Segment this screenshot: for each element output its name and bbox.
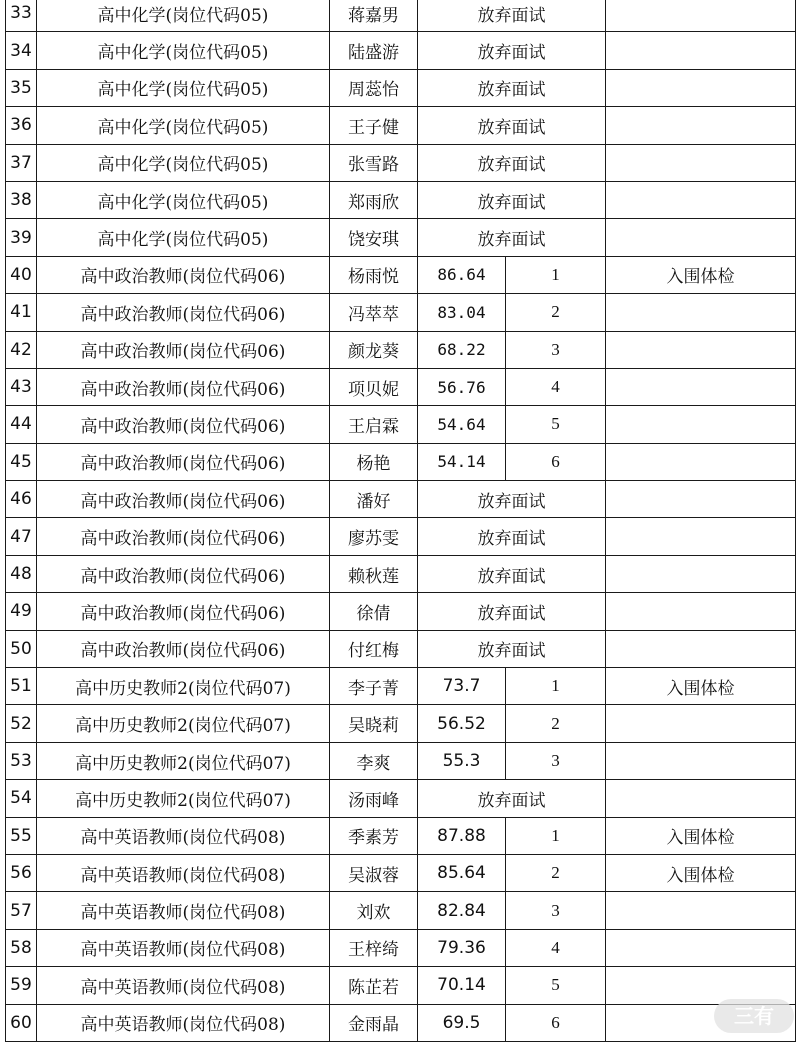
position-cell: 高中政治教师(岗位代码06) — [37, 593, 330, 630]
row-number-cell: 60 — [6, 1004, 37, 1041]
position-cell: 高中政治教师(岗位代码06) — [37, 630, 330, 667]
row-number-cell: 59 — [6, 967, 37, 1004]
row-number-cell: 53 — [6, 742, 37, 779]
table-row — [6, 892, 796, 929]
position-cell: 高中政治教师(岗位代码06) — [37, 331, 330, 368]
score-cell: 68.22 — [418, 331, 506, 368]
table-row — [6, 593, 796, 630]
status-cell: 放弃面试 — [418, 518, 606, 555]
rank-cell: 4 — [506, 368, 606, 405]
row-number-cell: 43 — [6, 368, 37, 405]
candidate-name-cell: 杨雨悦 — [330, 256, 418, 293]
status-cell: 放弃面试 — [418, 593, 606, 630]
score-cell: 87.88 — [418, 817, 506, 854]
table-row — [6, 0, 796, 32]
table-row — [6, 481, 796, 518]
row-number-cell: 50 — [6, 630, 37, 667]
row-number-cell: 46 — [6, 481, 37, 518]
note-cell — [606, 368, 796, 405]
table-row — [6, 967, 796, 1004]
table-row — [6, 668, 796, 705]
rank-cell: 1 — [506, 817, 606, 854]
row-number-cell: 37 — [6, 144, 37, 181]
note-cell — [606, 929, 796, 966]
candidate-name-cell: 汤雨峰 — [330, 780, 418, 817]
candidate-name-cell: 饶安琪 — [330, 219, 418, 256]
note-cell: 入围体检 — [606, 668, 796, 705]
position-cell: 高中政治教师(岗位代码06) — [37, 294, 330, 331]
candidate-name-cell: 颜龙葵 — [330, 331, 418, 368]
score-cell: 79.36 — [418, 929, 506, 966]
candidate-name-cell: 陈芷若 — [330, 967, 418, 1004]
row-number-cell: 40 — [6, 256, 37, 293]
table-row — [6, 555, 796, 592]
status-cell: 放弃面试 — [418, 32, 606, 69]
row-number-cell: 58 — [6, 929, 37, 966]
row-number-cell: 51 — [6, 668, 37, 705]
candidate-name-cell: 王子健 — [330, 107, 418, 144]
note-cell — [606, 69, 796, 106]
candidate-name-cell: 王启霖 — [330, 406, 418, 443]
status-cell: 放弃面试 — [418, 69, 606, 106]
rank-cell: 3 — [506, 742, 606, 779]
row-number-cell: 55 — [6, 817, 37, 854]
watermark-logo: 三有 — [714, 999, 794, 1033]
rank-cell: 2 — [506, 705, 606, 742]
row-number-cell: 44 — [6, 406, 37, 443]
candidate-name-cell: 刘欢 — [330, 892, 418, 929]
position-cell: 高中历史教师2(岗位代码07) — [37, 705, 330, 742]
position-cell: 高中政治教师(岗位代码06) — [37, 518, 330, 555]
position-cell: 高中政治教师(岗位代码06) — [37, 256, 330, 293]
rank-cell: 2 — [506, 854, 606, 891]
position-cell: 高中化学(岗位代码05) — [37, 219, 330, 256]
note-cell — [606, 144, 796, 181]
table-row — [6, 780, 796, 817]
table-row — [6, 331, 796, 368]
rank-cell: 5 — [506, 406, 606, 443]
note-cell — [606, 742, 796, 779]
note-cell — [606, 705, 796, 742]
table-row — [6, 256, 796, 293]
table-row — [6, 630, 796, 667]
score-cell: 86.64 — [418, 256, 506, 293]
note-cell — [606, 181, 796, 218]
note-cell — [606, 593, 796, 630]
status-cell: 放弃面试 — [418, 630, 606, 667]
position-cell: 高中历史教师2(岗位代码07) — [37, 780, 330, 817]
candidate-name-cell: 吴淑蓉 — [330, 854, 418, 891]
note-cell — [606, 481, 796, 518]
rank-cell: 1 — [506, 668, 606, 705]
rank-cell: 3 — [506, 331, 606, 368]
note-cell — [606, 107, 796, 144]
position-cell: 高中政治教师(岗位代码06) — [37, 406, 330, 443]
note-cell: 入围体检 — [606, 256, 796, 293]
row-number-cell: 42 — [6, 331, 37, 368]
candidate-name-cell: 郑雨欣 — [330, 181, 418, 218]
row-number-cell: 45 — [6, 443, 37, 480]
note-cell — [606, 406, 796, 443]
table-row — [6, 219, 796, 256]
row-number-cell: 57 — [6, 892, 37, 929]
note-cell: 入围体检 — [606, 854, 796, 891]
results-table — [5, 0, 796, 1042]
rank-cell: 4 — [506, 929, 606, 966]
table-row — [6, 406, 796, 443]
note-cell — [606, 219, 796, 256]
score-cell: 73.7 — [418, 668, 506, 705]
position-cell: 高中英语教师(岗位代码08) — [37, 854, 330, 891]
rank-cell: 3 — [506, 892, 606, 929]
table-row — [6, 854, 796, 891]
row-number-cell: 33 — [6, 0, 37, 32]
rank-cell: 5 — [506, 967, 606, 1004]
position-cell: 高中政治教师(岗位代码06) — [37, 481, 330, 518]
position-cell: 高中英语教师(岗位代码08) — [37, 929, 330, 966]
table-row — [6, 294, 796, 331]
rank-cell: 6 — [506, 443, 606, 480]
candidate-name-cell: 项贝妮 — [330, 368, 418, 405]
table-row — [6, 181, 796, 218]
candidate-name-cell: 金雨晶 — [330, 1004, 418, 1041]
table-row — [6, 518, 796, 555]
candidate-name-cell: 冯萃萃 — [330, 294, 418, 331]
status-cell: 放弃面试 — [418, 219, 606, 256]
score-cell: 85.64 — [418, 854, 506, 891]
row-number-cell: 35 — [6, 69, 37, 106]
row-number-cell: 38 — [6, 181, 37, 218]
score-cell: 54.14 — [418, 443, 506, 480]
score-cell: 69.5 — [418, 1004, 506, 1041]
rank-cell: 2 — [506, 294, 606, 331]
row-number-cell: 48 — [6, 555, 37, 592]
note-cell — [606, 518, 796, 555]
table-row — [6, 69, 796, 106]
position-cell: 高中英语教师(岗位代码08) — [37, 967, 330, 1004]
candidate-name-cell: 王梓绮 — [330, 929, 418, 966]
position-cell: 高中化学(岗位代码05) — [37, 181, 330, 218]
candidate-name-cell: 廖苏雯 — [330, 518, 418, 555]
score-cell: 83.04 — [418, 294, 506, 331]
note-cell — [606, 331, 796, 368]
table-row — [6, 929, 796, 966]
rank-cell: 1 — [506, 256, 606, 293]
status-cell: 放弃面试 — [418, 181, 606, 218]
score-cell: 70.14 — [418, 967, 506, 1004]
candidate-name-cell: 陆盛游 — [330, 32, 418, 69]
candidate-name-cell: 季素芳 — [330, 817, 418, 854]
note-cell — [606, 0, 796, 32]
row-number-cell: 56 — [6, 854, 37, 891]
row-number-cell: 49 — [6, 593, 37, 630]
row-number-cell: 34 — [6, 32, 37, 69]
candidate-name-cell: 蒋嘉男 — [330, 0, 418, 32]
status-cell: 放弃面试 — [418, 481, 606, 518]
candidate-name-cell: 李子菁 — [330, 668, 418, 705]
position-cell: 高中化学(岗位代码05) — [37, 107, 330, 144]
candidate-name-cell: 付红梅 — [330, 630, 418, 667]
position-cell: 高中政治教师(岗位代码06) — [37, 555, 330, 592]
candidate-name-cell: 潘好 — [330, 481, 418, 518]
note-cell — [606, 443, 796, 480]
row-number-cell: 39 — [6, 219, 37, 256]
note-cell — [606, 892, 796, 929]
status-cell: 放弃面试 — [418, 780, 606, 817]
position-cell: 高中政治教师(岗位代码06) — [37, 368, 330, 405]
table-row — [6, 32, 796, 69]
candidate-name-cell: 吴晓莉 — [330, 705, 418, 742]
results-table-body — [6, 0, 796, 1041]
position-cell: 高中英语教师(岗位代码08) — [37, 817, 330, 854]
score-cell: 56.52 — [418, 705, 506, 742]
table-row — [6, 144, 796, 181]
row-number-cell: 47 — [6, 518, 37, 555]
position-cell: 高中化学(岗位代码05) — [37, 144, 330, 181]
score-cell: 56.76 — [418, 368, 506, 405]
note-cell — [606, 32, 796, 69]
score-cell: 55.3 — [418, 742, 506, 779]
table-row — [6, 443, 796, 480]
table-row — [6, 817, 796, 854]
position-cell: 高中化学(岗位代码05) — [37, 0, 330, 32]
position-cell: 高中历史教师2(岗位代码07) — [37, 742, 330, 779]
position-cell: 高中政治教师(岗位代码06) — [37, 443, 330, 480]
table-row — [6, 368, 796, 405]
candidate-name-cell: 赖秋莲 — [330, 555, 418, 592]
candidate-name-cell: 徐倩 — [330, 593, 418, 630]
row-number-cell: 52 — [6, 705, 37, 742]
score-cell: 82.84 — [418, 892, 506, 929]
candidate-name-cell: 张雪路 — [330, 144, 418, 181]
note-cell — [606, 555, 796, 592]
status-cell: 放弃面试 — [418, 555, 606, 592]
note-cell — [606, 294, 796, 331]
status-cell: 放弃面试 — [418, 0, 606, 32]
position-cell: 高中英语教师(岗位代码08) — [37, 1004, 330, 1041]
rank-cell: 6 — [506, 1004, 606, 1041]
candidate-name-cell: 杨艳 — [330, 443, 418, 480]
score-cell: 54.64 — [418, 406, 506, 443]
table-row — [6, 1004, 796, 1041]
position-cell: 高中化学(岗位代码05) — [37, 69, 330, 106]
status-cell: 放弃面试 — [418, 107, 606, 144]
status-cell: 放弃面试 — [418, 144, 606, 181]
candidate-name-cell: 周蕊怡 — [330, 69, 418, 106]
position-cell: 高中英语教师(岗位代码08) — [37, 892, 330, 929]
row-number-cell: 41 — [6, 294, 37, 331]
note-cell: 入围体检 — [606, 817, 796, 854]
note-cell — [606, 630, 796, 667]
position-cell: 高中历史教师2(岗位代码07) — [37, 668, 330, 705]
row-number-cell: 54 — [6, 780, 37, 817]
table-row — [6, 742, 796, 779]
candidate-name-cell: 李爽 — [330, 742, 418, 779]
note-cell — [606, 780, 796, 817]
table-row — [6, 705, 796, 742]
table-row — [6, 107, 796, 144]
position-cell: 高中化学(岗位代码05) — [37, 32, 330, 69]
row-number-cell: 36 — [6, 107, 37, 144]
